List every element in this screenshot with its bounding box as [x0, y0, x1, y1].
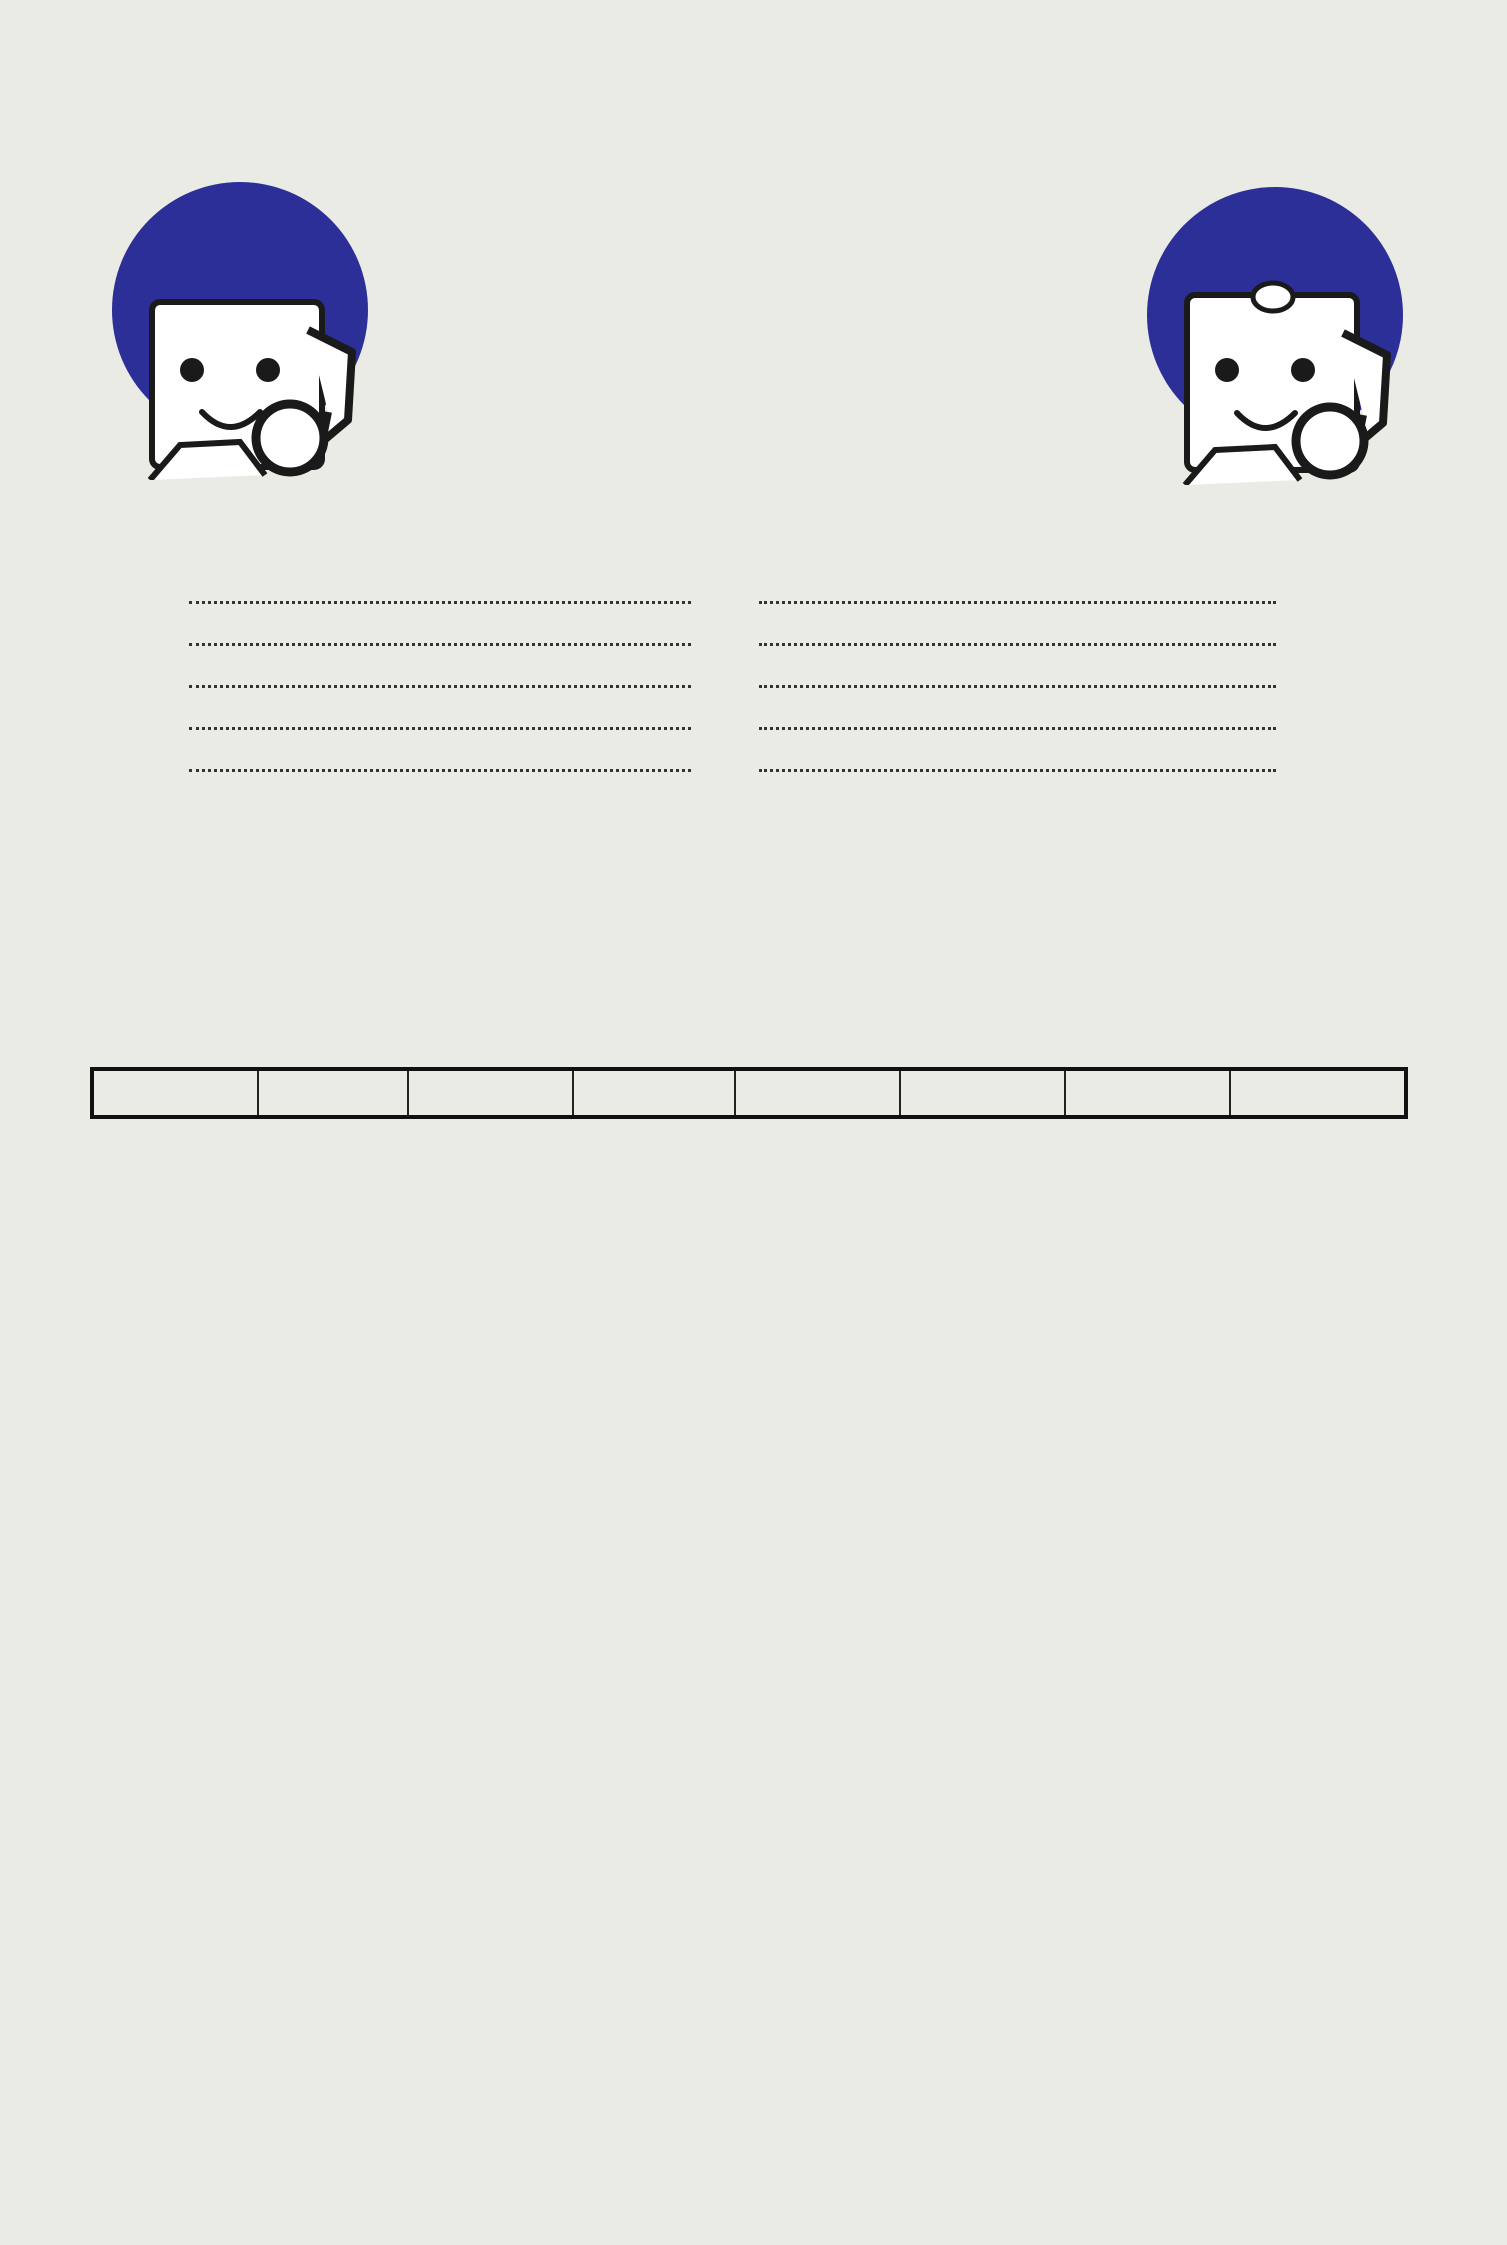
- col-header: [735, 1069, 900, 1117]
- col-header: [92, 1069, 258, 1117]
- service-row: [755, 612, 1280, 654]
- phone-mascot-icon: [90, 180, 390, 480]
- service-row: [185, 570, 695, 612]
- service-list-left: [185, 570, 695, 780]
- service-row: [185, 612, 695, 654]
- table-header-row: [92, 1069, 1406, 1117]
- col-header: [1065, 1069, 1230, 1117]
- leader-dots: [189, 727, 691, 730]
- service-row: [755, 738, 1280, 780]
- leader-dots: [759, 685, 1276, 688]
- area-code-table: [90, 1067, 1408, 1119]
- col-header: [258, 1069, 408, 1117]
- service-row: [185, 696, 695, 738]
- service-row: [185, 738, 695, 780]
- service-row: [755, 696, 1280, 738]
- leader-dots: [189, 601, 691, 604]
- leader-dots: [759, 727, 1276, 730]
- leader-dots: [189, 643, 691, 646]
- service-row: [755, 654, 1280, 696]
- col-header: [900, 1069, 1065, 1117]
- col-header: [573, 1069, 735, 1117]
- service-list-right: [755, 570, 1280, 780]
- service-row: [755, 570, 1280, 612]
- leader-dots: [189, 685, 691, 688]
- phone-mascot-icon: [1125, 185, 1425, 485]
- leader-dots: [759, 769, 1276, 772]
- leader-dots: [189, 769, 691, 772]
- leader-dots: [759, 601, 1276, 604]
- col-header: [1230, 1069, 1406, 1117]
- service-row: [185, 654, 695, 696]
- leader-dots: [759, 643, 1276, 646]
- col-header: [408, 1069, 573, 1117]
